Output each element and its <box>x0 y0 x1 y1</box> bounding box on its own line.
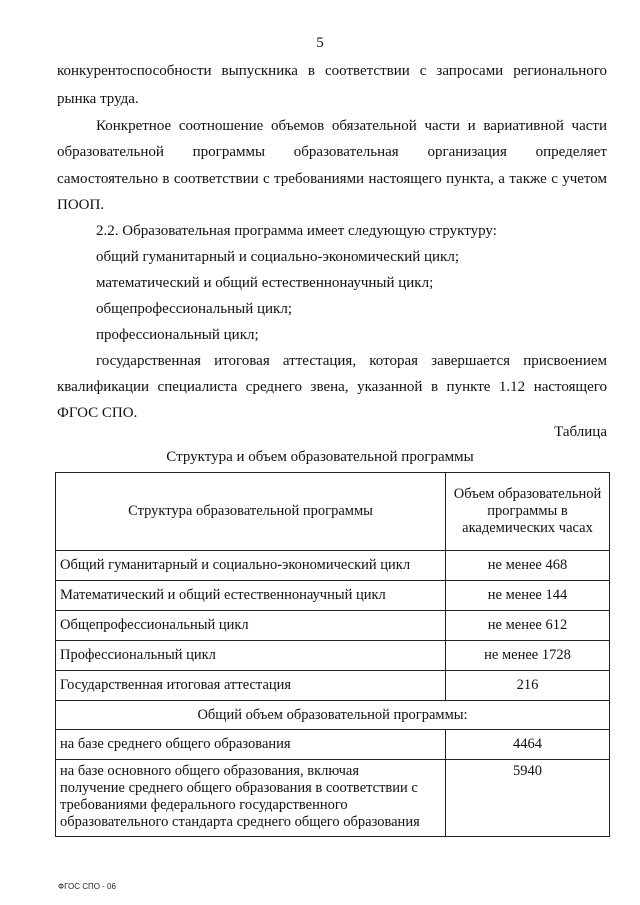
table-title: Структура и объем образовательной программы <box>166 449 474 465</box>
table-row <box>56 611 610 641</box>
body-text-line: образовательной программы образовательная организация определяет <box>57 144 607 160</box>
list-item: профессиональный цикл; <box>96 327 259 343</box>
body-text-line: квалификации специалиста среднего звена, указанной в пункте 1.12 настоящего <box>57 379 607 395</box>
row-name-line: получение среднего общего образования в соответствии с <box>60 780 418 796</box>
body-text-line: рынка труда. <box>57 91 139 107</box>
list-item: математический и общий естественнонаучный цикл; <box>96 275 434 291</box>
table-header-row <box>56 473 610 551</box>
list-item: общий гуманитарный и социально-экономический цикл; <box>96 249 459 265</box>
table-label: Таблица <box>554 424 607 440</box>
total-header-row <box>56 701 610 730</box>
row-value: 216 <box>446 671 610 701</box>
row-value: не менее 1728 <box>446 641 610 671</box>
header-volume-line: программы в <box>487 503 568 519</box>
row-value: 5940 <box>446 760 610 837</box>
table-row <box>56 551 610 581</box>
table-row <box>56 671 610 701</box>
row-name: Математический и общий естественнонаучный цикл <box>56 581 446 611</box>
body-text-line: ФГОС СПО. <box>57 405 138 421</box>
header-volume-line: академических часах <box>462 520 593 536</box>
body-text-line: самостоятельно в соответствии с требованиями настоящего пункта, а также с учетом <box>57 171 607 187</box>
total-header: Общий объем образовательной программы: <box>56 701 610 730</box>
body-text-line: ПООП. <box>57 197 105 213</box>
row-name: Профессиональный цикл <box>56 641 446 671</box>
table-row <box>56 730 610 760</box>
body-text-line: 2.2. Образовательная программа имеет следующую структуру: <box>96 223 497 239</box>
row-value: не менее 144 <box>446 581 610 611</box>
table-row <box>56 641 610 671</box>
table-row <box>56 581 610 611</box>
row-value: не менее 468 <box>446 551 610 581</box>
row-name: на базе среднего общего образования <box>56 730 446 760</box>
list-item: государственная итоговая аттестация, которая завершается присвоением <box>96 353 607 369</box>
header-volume <box>446 473 610 551</box>
table-row <box>56 760 610 837</box>
footer-code: ФГОС СПО - 06 <box>58 882 116 891</box>
header-structure: Структура образовательной программы <box>56 473 446 551</box>
header-volume-line: Объем образовательной <box>453 486 602 502</box>
page-number: 5 <box>316 35 324 51</box>
body-text-line: конкурентоспособности выпускника в соответствии с запросами регионального <box>57 63 607 79</box>
program-structure-table <box>55 472 610 837</box>
row-value: 4464 <box>446 730 610 760</box>
row-name-line: требованиями федерального государственного <box>60 797 348 813</box>
row-name-line: образовательного стандарта среднего общего образования <box>60 814 420 830</box>
row-name: Общепрофессиональный цикл <box>56 611 446 641</box>
row-name: Государственная итоговая аттестация <box>56 671 446 701</box>
row-value: не менее 612 <box>446 611 610 641</box>
list-item: общепрофессиональный цикл; <box>96 301 292 317</box>
body-text-line: Конкретное соотношение объемов обязательной части и вариативной части <box>96 118 607 134</box>
row-name-line: на базе основного общего образования, включая <box>60 763 360 779</box>
row-name: Общий гуманитарный и социально-экономический цикл <box>56 551 446 581</box>
row-name <box>56 760 446 837</box>
